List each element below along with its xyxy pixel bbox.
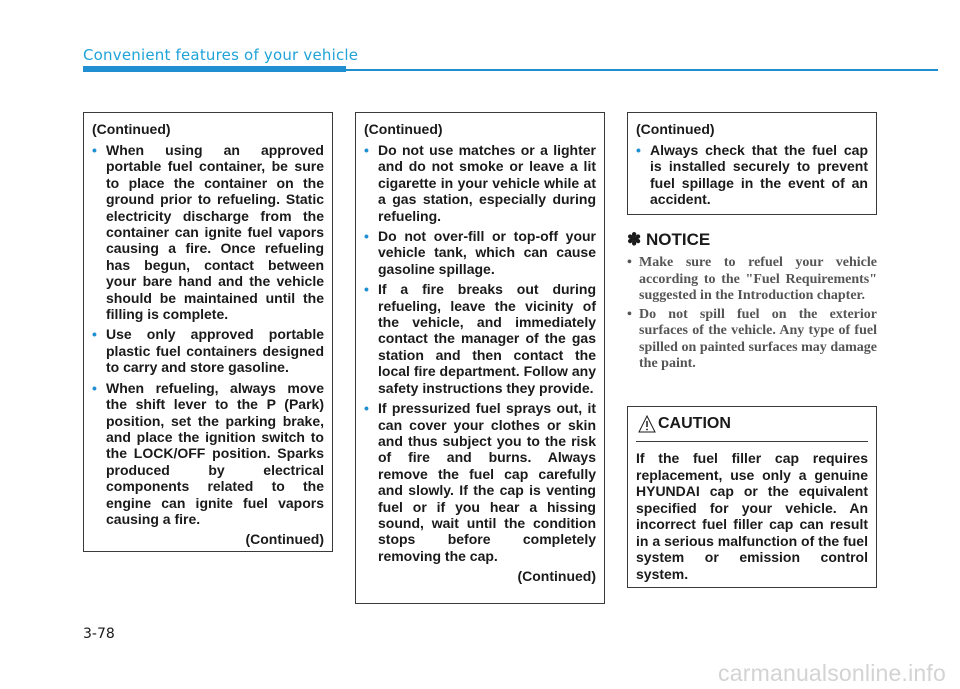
caution-header — [636, 413, 868, 442]
bullet-item: • When refueling, always move the shift lever to the P (Park) position, set the parking brake, and place the ignition switch to the LOCK/OFF position. Sparks produced by electrical components related to the engine can ignite fuel vapors causing a fire. — [92, 379, 324, 527]
watermark[interactable]: carmanualsonline.info — [718, 660, 946, 686]
continued-label-top: (Continued) — [636, 121, 715, 137]
section-title: Convenient features of your vehicle — [83, 46, 359, 64]
bullet-dot-icon: • — [364, 142, 369, 158]
bullet-dot-icon: • — [92, 379, 97, 396]
bullet-item: • Always check that the fuel cap is installed securely to prevent fuel spillage in the event of an accident. — [636, 142, 868, 208]
notice-list — [627, 255, 877, 375]
bullet-dot-icon: • — [92, 142, 97, 158]
caution-box — [627, 406, 877, 588]
header-rule-thick — [83, 66, 346, 72]
bullet-dot-icon: • — [627, 255, 632, 270]
caution-label: CAUTION — [658, 415, 731, 432]
page-number: 3-78 — [83, 626, 115, 642]
bullet-item: • When using an approved portable fuel container, be sure to place the container on the ground prior to refueling. Static electricity discharge from the container can ignite fuel vapors causing a fire. Once refueling has begun, contact between your bare hand and the vehicle should be maintained until the filling is complete. — [92, 142, 324, 323]
bullet-dot-icon: • — [364, 400, 369, 417]
continued-label-top: (Continued) — [364, 121, 443, 137]
bullet-dot-icon: • — [636, 142, 641, 158]
notice-item: • Do not spill fuel on the exterior surfaces of the vehicle. Any type of fuel spilled on painted surfaces may damage the paint. — [627, 306, 877, 371]
bullet-item: • Do not over-fill or top-off your vehicle tank, which can cause gasoline spillage. — [364, 228, 596, 277]
warning-box-column-3 — [627, 112, 877, 215]
continued-label-bottom: (Continued) — [517, 568, 596, 585]
bullet-item: • If a fire breaks out during refueling, leave the vicinity of the vehicle, and immediately contact the manager of the gas station and then contact the local fire department. Follow any safety instructions they provide. — [364, 281, 596, 396]
warning-triangle-icon — [638, 415, 656, 433]
bullet-item: • Do not use matches or a lighter and do not smoke or leave a lit cigarette in your vehicle while at a gas station, especially during refueling. — [364, 142, 596, 224]
header-rule-thin — [346, 69, 938, 71]
warning-box-column-1 — [83, 112, 333, 552]
bullet-item: • If pressurized fuel sprays out, it can cover your clothes or skin and thus subject you to the risk of fire and burns. Always remove the fuel cap carefully and slowly. If the cap is venting fuel or if you hear a hissing sound, wait until the condition stops before completely removing the cap. — [364, 400, 596, 564]
continued-label-bottom: (Continued) — [245, 531, 324, 548]
continued-label-top: (Continued) — [92, 121, 171, 137]
warning-box-column-2 — [355, 112, 605, 604]
bullet-dot-icon: • — [364, 228, 369, 245]
bullet-dot-icon: • — [364, 281, 369, 298]
bullet-dot-icon: • — [627, 306, 632, 322]
bullet-item: • Use only approved portable plastic fuel containers designed to carry and store gasoline. — [92, 326, 324, 376]
caution-text: If the fuel filler cap requires replacement, use only a genuine HYUNDAI cap or the equivalent specified for your vehicle. An incorrect fuel filler cap can result in a serious malfunction of the fuel system or emission control system. — [636, 450, 868, 582]
bullet-dot-icon: • — [92, 326, 97, 343]
notice-item: • Make sure to refuel your vehicle according to the "Fuel Requirements" suggested in the Introduction chapter. — [627, 255, 877, 303]
notice-heading: ✽ NOTICE — [627, 230, 711, 249]
